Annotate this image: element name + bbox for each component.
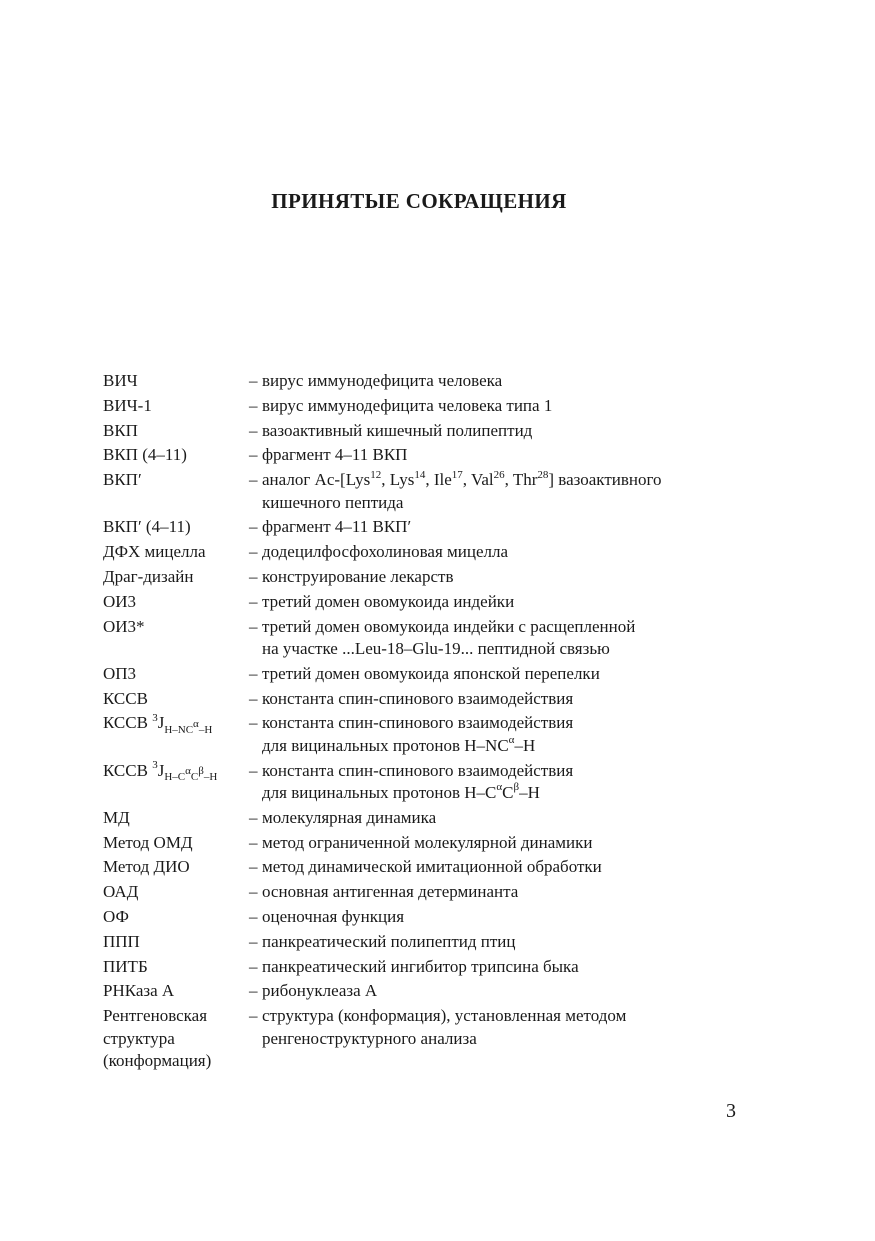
abbreviation-definition <box>249 760 743 805</box>
formula-sup: α <box>496 781 503 794</box>
definition-line: структура (конформация), установленная методом <box>262 1006 627 1026</box>
abbreviation-term: ВИЧ-1 <box>103 395 152 415</box>
definition-line: оценочная функция <box>262 906 405 926</box>
formula-part: –H <box>514 735 536 755</box>
definition-text <box>262 541 743 563</box>
term-line: Рентгеновская <box>103 1006 208 1026</box>
definition-line: фрагмент 4–11 ВКП <box>262 445 408 465</box>
definition-line: фрагмент 4–11 ВКП′ <box>262 517 412 537</box>
dash: – <box>249 591 258 611</box>
definition-text <box>262 469 743 514</box>
residue-number: 14 <box>414 468 426 481</box>
definition-line: молекулярная динамика <box>262 807 437 827</box>
definition-text <box>262 420 743 442</box>
definition-text <box>262 688 743 710</box>
abbreviation-definition <box>249 469 743 514</box>
definition-line <box>262 735 743 757</box>
definition-text <box>262 566 743 588</box>
definition-text <box>262 616 743 661</box>
sub-part: –H <box>198 723 213 736</box>
residue: Lys <box>389 470 415 490</box>
abbreviation-row <box>103 712 743 757</box>
definition-line: метод динамической имитационной обработки <box>262 857 602 877</box>
formula-part: для вицинальных протонов H–NC <box>262 735 509 755</box>
abbreviation-term: ВКП <box>103 420 138 440</box>
page-title: ПРИНЯТЫЕ СОКРАЩЕНИЯ <box>271 189 567 213</box>
separator: , <box>462 470 471 490</box>
residue-number: 26 <box>493 468 505 481</box>
dash: – <box>249 663 258 683</box>
formula-part: C <box>502 782 514 802</box>
definition-text <box>262 370 743 392</box>
abbreviation-term: ППП <box>103 931 140 951</box>
sub-part: –H <box>203 770 218 783</box>
abbreviation-definition <box>249 516 743 538</box>
term-line: (конформация) <box>103 1050 212 1070</box>
abbreviation-definition <box>249 616 743 661</box>
definition-line: панкреатический ингибитор трипсина быка <box>262 956 579 976</box>
abbreviation-term <box>103 712 249 757</box>
term-sup: 3 <box>152 758 158 771</box>
dash: – <box>249 420 258 440</box>
residue: Thr <box>512 470 538 490</box>
definition-line: панкреатический полипептид птиц <box>262 931 516 951</box>
dash: – <box>249 713 258 733</box>
residue-number: 28 <box>537 468 549 481</box>
term-sup: 3 <box>152 711 158 724</box>
abbreviation-definition <box>249 931 743 953</box>
definition-line: вазоактивный кишечный полипептид <box>262 420 533 440</box>
sub-part: C <box>190 770 199 783</box>
formula-part: для вицинальных протонов H–C <box>262 782 497 802</box>
abbreviation-row <box>103 980 743 1002</box>
abbreviation-definition <box>249 370 743 392</box>
abbreviation-definition <box>249 712 743 757</box>
abbreviation-term: РНКаза А <box>103 981 175 1001</box>
abbreviation-row <box>103 420 743 442</box>
abbreviation-term: Драг-дизайн <box>103 566 194 586</box>
separator: , <box>504 470 513 490</box>
abbreviation-row <box>103 688 743 710</box>
definition-line: ренгеноструктурного анализа <box>262 1028 477 1048</box>
abbreviation-row <box>103 807 743 829</box>
definition-text <box>262 956 743 978</box>
abbreviation-definition <box>249 956 743 978</box>
abbreviation-term: МД <box>103 807 130 827</box>
sub-sup: β <box>198 765 204 778</box>
definition-text <box>262 760 743 805</box>
dash: – <box>249 981 258 1001</box>
abbreviation-row <box>103 663 743 685</box>
residue-number: 12 <box>370 468 382 481</box>
abbreviation-definition <box>249 566 743 588</box>
abbreviation-row <box>103 541 743 563</box>
abbreviation-term: ОАД <box>103 882 139 902</box>
abbreviation-term: ВИЧ <box>103 371 138 390</box>
abbreviation-term <box>103 760 249 805</box>
definition-text <box>262 881 743 903</box>
abbreviation-term: Метод ОМД <box>103 832 193 852</box>
sub-part: H–C <box>164 770 186 783</box>
page-number: 3 <box>726 1100 736 1122</box>
abbreviation-row <box>103 760 743 805</box>
dash: – <box>249 807 258 827</box>
dash: – <box>249 906 258 926</box>
dash: – <box>249 371 258 390</box>
abbreviation-definition <box>249 420 743 442</box>
abbreviation-term: ОИ3* <box>103 616 145 636</box>
dash: – <box>249 760 258 780</box>
definition-text <box>262 856 743 878</box>
def-prefix: аналог Ac-[ <box>262 470 346 490</box>
abbreviation-term: ОП3 <box>103 663 137 683</box>
abbreviation-row <box>103 856 743 878</box>
abbreviation-row <box>103 931 743 953</box>
abbreviation-row <box>103 616 743 661</box>
abbreviation-row <box>103 516 743 538</box>
abbreviation-definition <box>249 1005 743 1072</box>
abbreviation-term: Метод ДИО <box>103 857 190 877</box>
residue: Val <box>470 470 494 490</box>
abbreviation-term: ПИТБ <box>103 956 148 976</box>
term-line: структура <box>103 1028 175 1048</box>
abbreviation-definition <box>249 856 743 878</box>
definition-line: константа спин-спинового взаимодействия <box>262 760 574 780</box>
abbreviation-term: ВКП′ (4–11) <box>103 517 191 537</box>
abbreviation-row <box>103 956 743 978</box>
abbreviation-row <box>103 566 743 588</box>
formula-sup: β <box>513 781 520 794</box>
definition-line: третий домен овомукоида японской перепелки <box>262 663 600 683</box>
abbreviation-term: ВКП′ <box>103 470 142 490</box>
abbreviation-row <box>103 1005 743 1072</box>
sub-sup: α <box>193 718 199 731</box>
residue: Ile <box>433 470 452 490</box>
residue-number: 17 <box>451 468 463 481</box>
definition-text <box>262 807 743 829</box>
abbreviation-term <box>103 1005 249 1072</box>
dash: – <box>249 931 258 951</box>
formula-part: –H <box>519 782 540 802</box>
abbreviation-term: ДФХ мицелла <box>103 542 206 562</box>
definition-text <box>262 444 743 466</box>
dash: – <box>249 395 258 415</box>
formula-sup: α <box>508 734 515 747</box>
definition-line: кишечного пептида <box>262 492 404 512</box>
dash: – <box>249 566 258 586</box>
definition-line: конструирование лекарств <box>262 566 454 586</box>
dash: – <box>249 616 258 636</box>
abbreviation-row <box>103 906 743 928</box>
abbreviation-definition <box>249 395 743 417</box>
abbreviation-definition <box>249 980 743 1002</box>
dash: – <box>249 445 258 465</box>
abbreviation-row <box>103 444 743 466</box>
abbreviation-row <box>103 881 743 903</box>
abbreviation-definition <box>249 591 743 613</box>
abbreviation-definition <box>249 663 743 685</box>
dash: – <box>249 542 258 562</box>
definition-line: вирус иммунодефицита человека <box>262 371 503 390</box>
separator: , <box>425 470 434 490</box>
abbreviation-row <box>103 591 743 613</box>
dash: – <box>249 688 258 708</box>
abbreviation-list <box>103 370 743 1075</box>
dash: – <box>249 832 258 852</box>
term-j: J <box>157 760 165 780</box>
abbreviation-term: ОФ <box>103 906 129 926</box>
abbreviation-row <box>103 469 743 514</box>
dash: – <box>249 517 258 537</box>
abbreviation-definition <box>249 541 743 563</box>
definition-text <box>262 395 743 417</box>
separator: , <box>381 470 390 490</box>
separator: ] вазоактивного <box>548 470 662 490</box>
definition-line: третий домен овомукоида индейки с расщепленной <box>262 616 636 636</box>
definition-text <box>262 906 743 928</box>
definition-line: метод ограниченной молекулярной динамики <box>262 832 593 852</box>
definition-line: на участке ...Leu-18–Glu-19... пептидной связью <box>262 638 610 658</box>
definition-text <box>262 980 743 1002</box>
abbreviation-term: ВКП (4–11) <box>103 445 187 465</box>
abbreviation-term: ОИ3 <box>103 591 137 611</box>
sub-part: H–NC <box>164 723 194 736</box>
definition-line: константа спин-спинового взаимодействия <box>262 713 574 733</box>
definition-line: основная антигенная детерминанта <box>262 882 519 902</box>
definition-line: рибонуклеаза А <box>262 981 378 1001</box>
definition-text <box>262 663 743 685</box>
definition-line <box>262 782 743 804</box>
abbreviation-term: КССВ <box>103 688 148 708</box>
definition-text <box>262 712 743 757</box>
definition-line: третий домен овомукоида индейки <box>262 591 515 611</box>
dash: – <box>249 857 258 877</box>
definition-line: вирус иммунодефицита человека типа 1 <box>262 395 553 415</box>
abbreviation-definition <box>249 807 743 829</box>
abbreviation-definition <box>249 688 743 710</box>
definition-text <box>262 931 743 953</box>
definition-text <box>262 1005 743 1072</box>
abbreviation-definition <box>249 444 743 466</box>
definition-text <box>262 516 743 538</box>
term-j: J <box>157 713 165 733</box>
dash: – <box>249 470 258 490</box>
definition-line <box>262 469 743 491</box>
sub-sup: α <box>185 765 191 778</box>
residue: Lys <box>345 470 371 490</box>
definition-text <box>262 832 743 854</box>
abbreviation-row <box>103 395 743 417</box>
dash: – <box>249 956 258 976</box>
term-base: КССВ <box>103 760 153 780</box>
term-subscript <box>164 718 213 736</box>
term-subscript <box>164 765 218 783</box>
definition-line: додецилфосфохолиновая мицелла <box>262 542 509 562</box>
term-base: КССВ <box>103 713 153 733</box>
definition-text <box>262 591 743 613</box>
abbreviation-row <box>103 832 743 854</box>
dash: – <box>249 1006 258 1026</box>
abbreviation-definition <box>249 832 743 854</box>
abbreviation-definition <box>249 881 743 903</box>
abbreviation-definition <box>249 906 743 928</box>
definition-line: константа спин-спинового взаимодействия <box>262 688 574 708</box>
dash: – <box>249 882 258 902</box>
abbreviation-row <box>103 370 743 392</box>
